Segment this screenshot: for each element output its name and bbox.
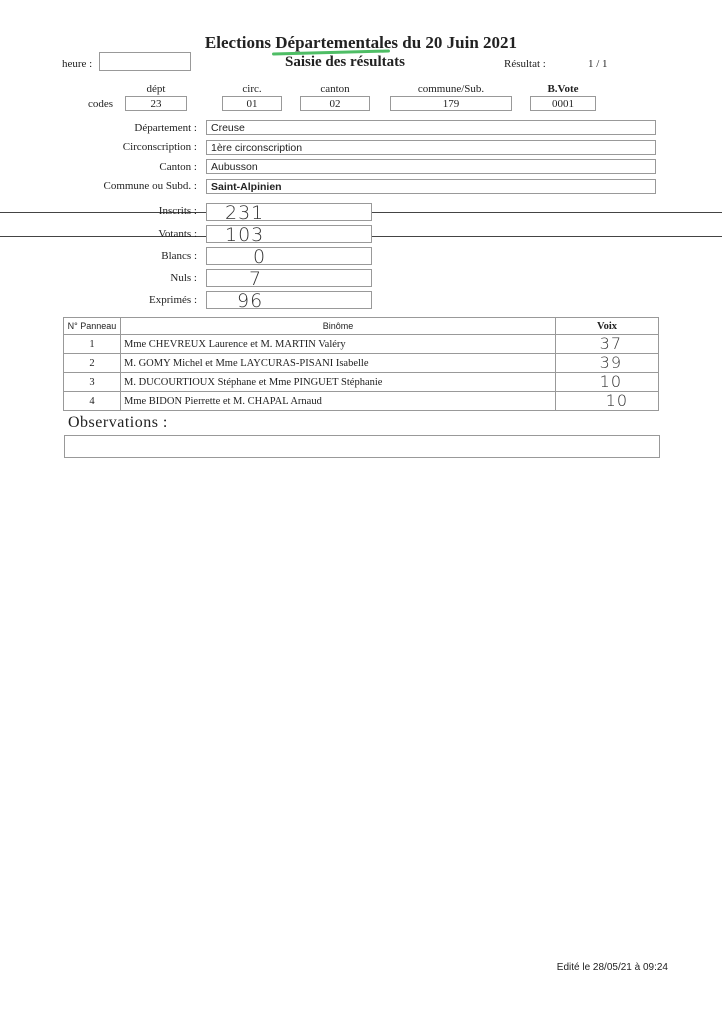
blancs-field[interactable] (206, 246, 372, 268)
observations-label: Observations : (68, 414, 168, 431)
canton-field[interactable]: Aubusson (206, 159, 656, 174)
resultat-label: Résultat : (504, 58, 546, 70)
results-table (63, 317, 659, 411)
circonscription-field[interactable]: 1ère circonscription (206, 140, 656, 155)
table-row (64, 392, 659, 411)
voix-header: Voix (556, 318, 659, 335)
departement-field[interactable]: Creuse (206, 120, 656, 135)
departement-label: Département : (134, 122, 197, 134)
code-header-circ: circ. (242, 83, 262, 95)
code-header-canton: canton (320, 83, 350, 95)
panneau-cell: 1 (64, 335, 121, 354)
observations-field[interactable] (64, 435, 660, 458)
voix-cell[interactable]: 39 (556, 354, 659, 373)
edit-timestamp: Edité le 28/05/21 à 09:24 (556, 962, 668, 973)
resultat-value: 1 / 1 (588, 58, 608, 70)
code-commune-field[interactable]: 179 (390, 96, 512, 111)
binome-header: Binôme (121, 318, 556, 335)
heure-field[interactable] (99, 52, 191, 71)
commune-field[interactable]: Saint-Alpinien (206, 179, 656, 194)
votants-field[interactable] (206, 224, 372, 246)
panneau-cell: 2 (64, 354, 121, 373)
codes-row-label: codes (88, 98, 114, 110)
binome-cell: M. GOMY Michel et Mme LAYCURAS-PISANI Isabelle (121, 354, 556, 373)
page-title: Elections Départementales du 20 Juin 2021 (204, 33, 518, 52)
code-canton-field[interactable]: 02 (300, 96, 370, 111)
exprimes-value: 96 (237, 290, 264, 312)
nuls-field[interactable] (206, 268, 372, 290)
inscrits-field[interactable] (206, 202, 372, 224)
code-header-commune: commune/Sub. (417, 83, 485, 95)
blancs-value: 0 (253, 246, 267, 268)
nuls-label: Nuls : (170, 272, 197, 284)
code-header-bvote: B.Vote (547, 83, 579, 95)
heure-label: heure : (62, 58, 93, 70)
voix-cell[interactable]: 10 (556, 373, 659, 392)
code-header-dept: dépt (146, 83, 166, 95)
votants-label: Votants : (158, 228, 197, 240)
code-dept-field[interactable]: 23 (125, 96, 187, 111)
binome-cell: Mme BIDON Pierrette et M. CHAPAL Arnaud (121, 392, 556, 411)
voix-cell[interactable]: 10 (556, 392, 659, 411)
inscrits-value: 231 (225, 202, 265, 224)
blancs-label: Blancs : (161, 250, 197, 262)
panneau-cell: 3 (64, 373, 121, 392)
exprimes-label: Exprimés : (149, 294, 197, 306)
canton-label: Canton : (159, 161, 197, 173)
commune-label: Commune ou Subd. : (103, 180, 197, 192)
binome-cell: M. DUCOURTIOUX Stéphane et Mme PINGUET Stéphanie (121, 373, 556, 392)
table-header-row (64, 318, 659, 335)
inscrits-label: Inscrits : (158, 205, 197, 217)
table-row (64, 335, 659, 354)
nuls-value: 7 (249, 268, 263, 290)
exprimes-field[interactable] (206, 290, 372, 312)
binome-cell: Mme CHEVREUX Laurence et M. MARTIN Valéry (121, 335, 556, 354)
votants-value: 103 (225, 224, 265, 246)
panneau-cell: 4 (64, 392, 121, 411)
code-bvote-field[interactable]: 0001 (530, 96, 596, 111)
code-circ-field[interactable]: 01 (222, 96, 282, 111)
circonscription-label: Circonscription : (122, 141, 197, 153)
table-row (64, 354, 659, 373)
voix-cell[interactable]: 37 (556, 335, 659, 354)
panneau-header: N° Panneau (64, 318, 121, 335)
page-subtitle: Saisie des résultats (285, 54, 405, 70)
table-row (64, 373, 659, 392)
